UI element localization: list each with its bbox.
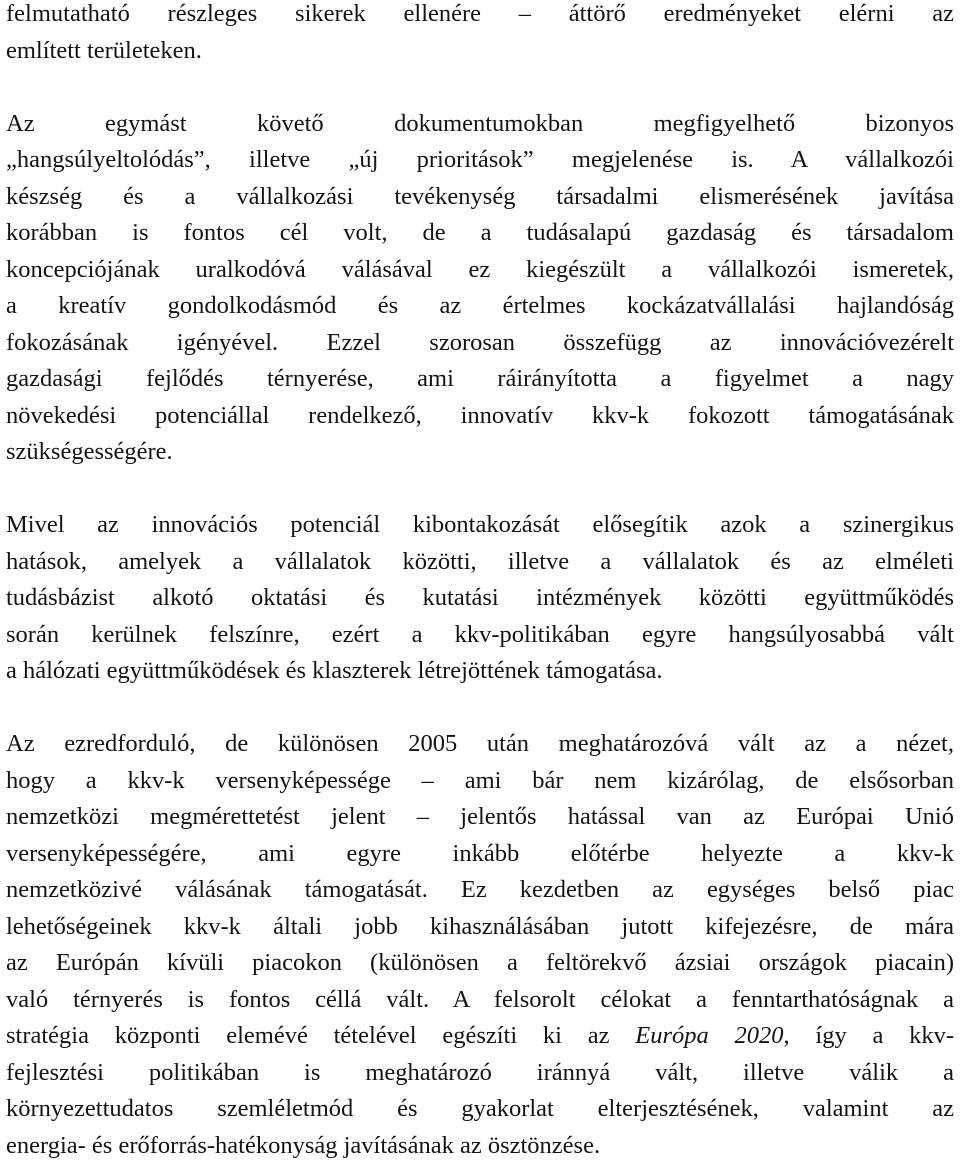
document-page xyxy=(6,0,954,1164)
text-line: való térnyerés is fontos céllá vált. A felsorolt célokat a fenntarthatóságnak a xyxy=(6,982,954,1019)
text-line: lehetőségeinek kkv-k általi jobb kihasználásában jutott kifejezésre, de mára xyxy=(6,909,954,946)
text-line: a hálózati együttműködések és klaszterek létrejöttének támogatása. xyxy=(6,653,954,690)
text-line: gazdasági fejlődés térnyerése, ami ráirányította a figyelmet a nagy xyxy=(6,361,954,398)
text-line: során kerülnek felszínre, ezért a kkv-politikában egyre hangsúlyosabbá vált xyxy=(6,617,954,654)
text-line-with-italic xyxy=(6,1018,954,1055)
text-line: nemzetközi megmérettetést jelent – jelentős hatással van az Európai Unió xyxy=(6,799,954,836)
paragraph-gap xyxy=(6,471,954,508)
text-line: környezettudatos szemléletmód és gyakorlat elterjesztésének, valamint az xyxy=(6,1091,954,1128)
paragraph-3 xyxy=(6,507,954,690)
paragraph-2 xyxy=(6,106,954,471)
text-line: Az egymást követő dokumentumokban megfigyelhető bizonyos xyxy=(6,106,954,143)
text-line: fokozásának igényével. Ezzel szorosan összefügg az innovációvezérelt xyxy=(6,325,954,362)
text-line: koncepciójának uralkodóvá válásával ez kiegészült a vállalkozói ismeretek, xyxy=(6,252,954,289)
text-line: „hangsúlyeltolódás”, illetve „új prioritások” megjelenése is. A vállalkozói xyxy=(6,142,954,179)
text-line: versenyképességére, ami egyre inkább előtérbe helyezte a kkv-k xyxy=(6,836,954,873)
text-line: a kreatív gondolkodásmód és az értelmes kockázatvállalási hajlandóság xyxy=(6,288,954,325)
text-line: Az ezredforduló, de különösen 2005 után meghatározóvá vált az a nézet, xyxy=(6,726,954,763)
text-line: növekedési potenciállal rendelkező, innovatív kkv-k fokozott támogatásának xyxy=(6,398,954,435)
paragraph-gap xyxy=(6,690,954,727)
paragraph-gap xyxy=(6,69,954,106)
text-line: készség és a vállalkozási tevékenység társadalmi elismerésének javítása xyxy=(6,179,954,216)
text-line: Mivel az innovációs potenciál kibontakozását elősegítik azok a szinergikus xyxy=(6,507,954,544)
text-line: szükségességére. xyxy=(6,434,954,471)
text-line: felmutatható részleges sikerek ellenére – áttörő eredményeket elérni az xyxy=(6,0,954,33)
text-run: stratégia központi elemévé tételével egészíti ki az xyxy=(6,1022,635,1049)
text-line: energia- és erőforrás-hatékonyság javításának az ösztönzése. xyxy=(6,1128,954,1164)
text-line: hatások, amelyek a vállalatok közötti, illetve a vállalatok és az elméleti xyxy=(6,544,954,581)
text-line: nemzetközivé válásának támogatását. Ez kezdetben az egységes belső piac xyxy=(6,872,954,909)
paragraph-1 xyxy=(6,0,954,69)
text-line: tudásbázist alkotó oktatási és kutatási intézmények közötti együttműködés xyxy=(6,580,954,617)
italic-title: Európa 2020 xyxy=(635,1022,783,1049)
text-run: , így a kkv- xyxy=(784,1022,955,1049)
text-line: említett területeken. xyxy=(6,33,954,70)
text-line: hogy a kkv-k versenyképessége – ami bár nem kizárólag, de elsősorban xyxy=(6,763,954,800)
text-line: az Európán kívüli piacokon (különösen a feltörekvő ázsiai országok piacain) xyxy=(6,945,954,982)
text-line: fejlesztési politikában is meghatározó iránnyá vált, illetve válik a xyxy=(6,1055,954,1092)
paragraph-4 xyxy=(6,726,954,1164)
text-line: korábban is fontos cél volt, de a tudásalapú gazdaság és társadalom xyxy=(6,215,954,252)
